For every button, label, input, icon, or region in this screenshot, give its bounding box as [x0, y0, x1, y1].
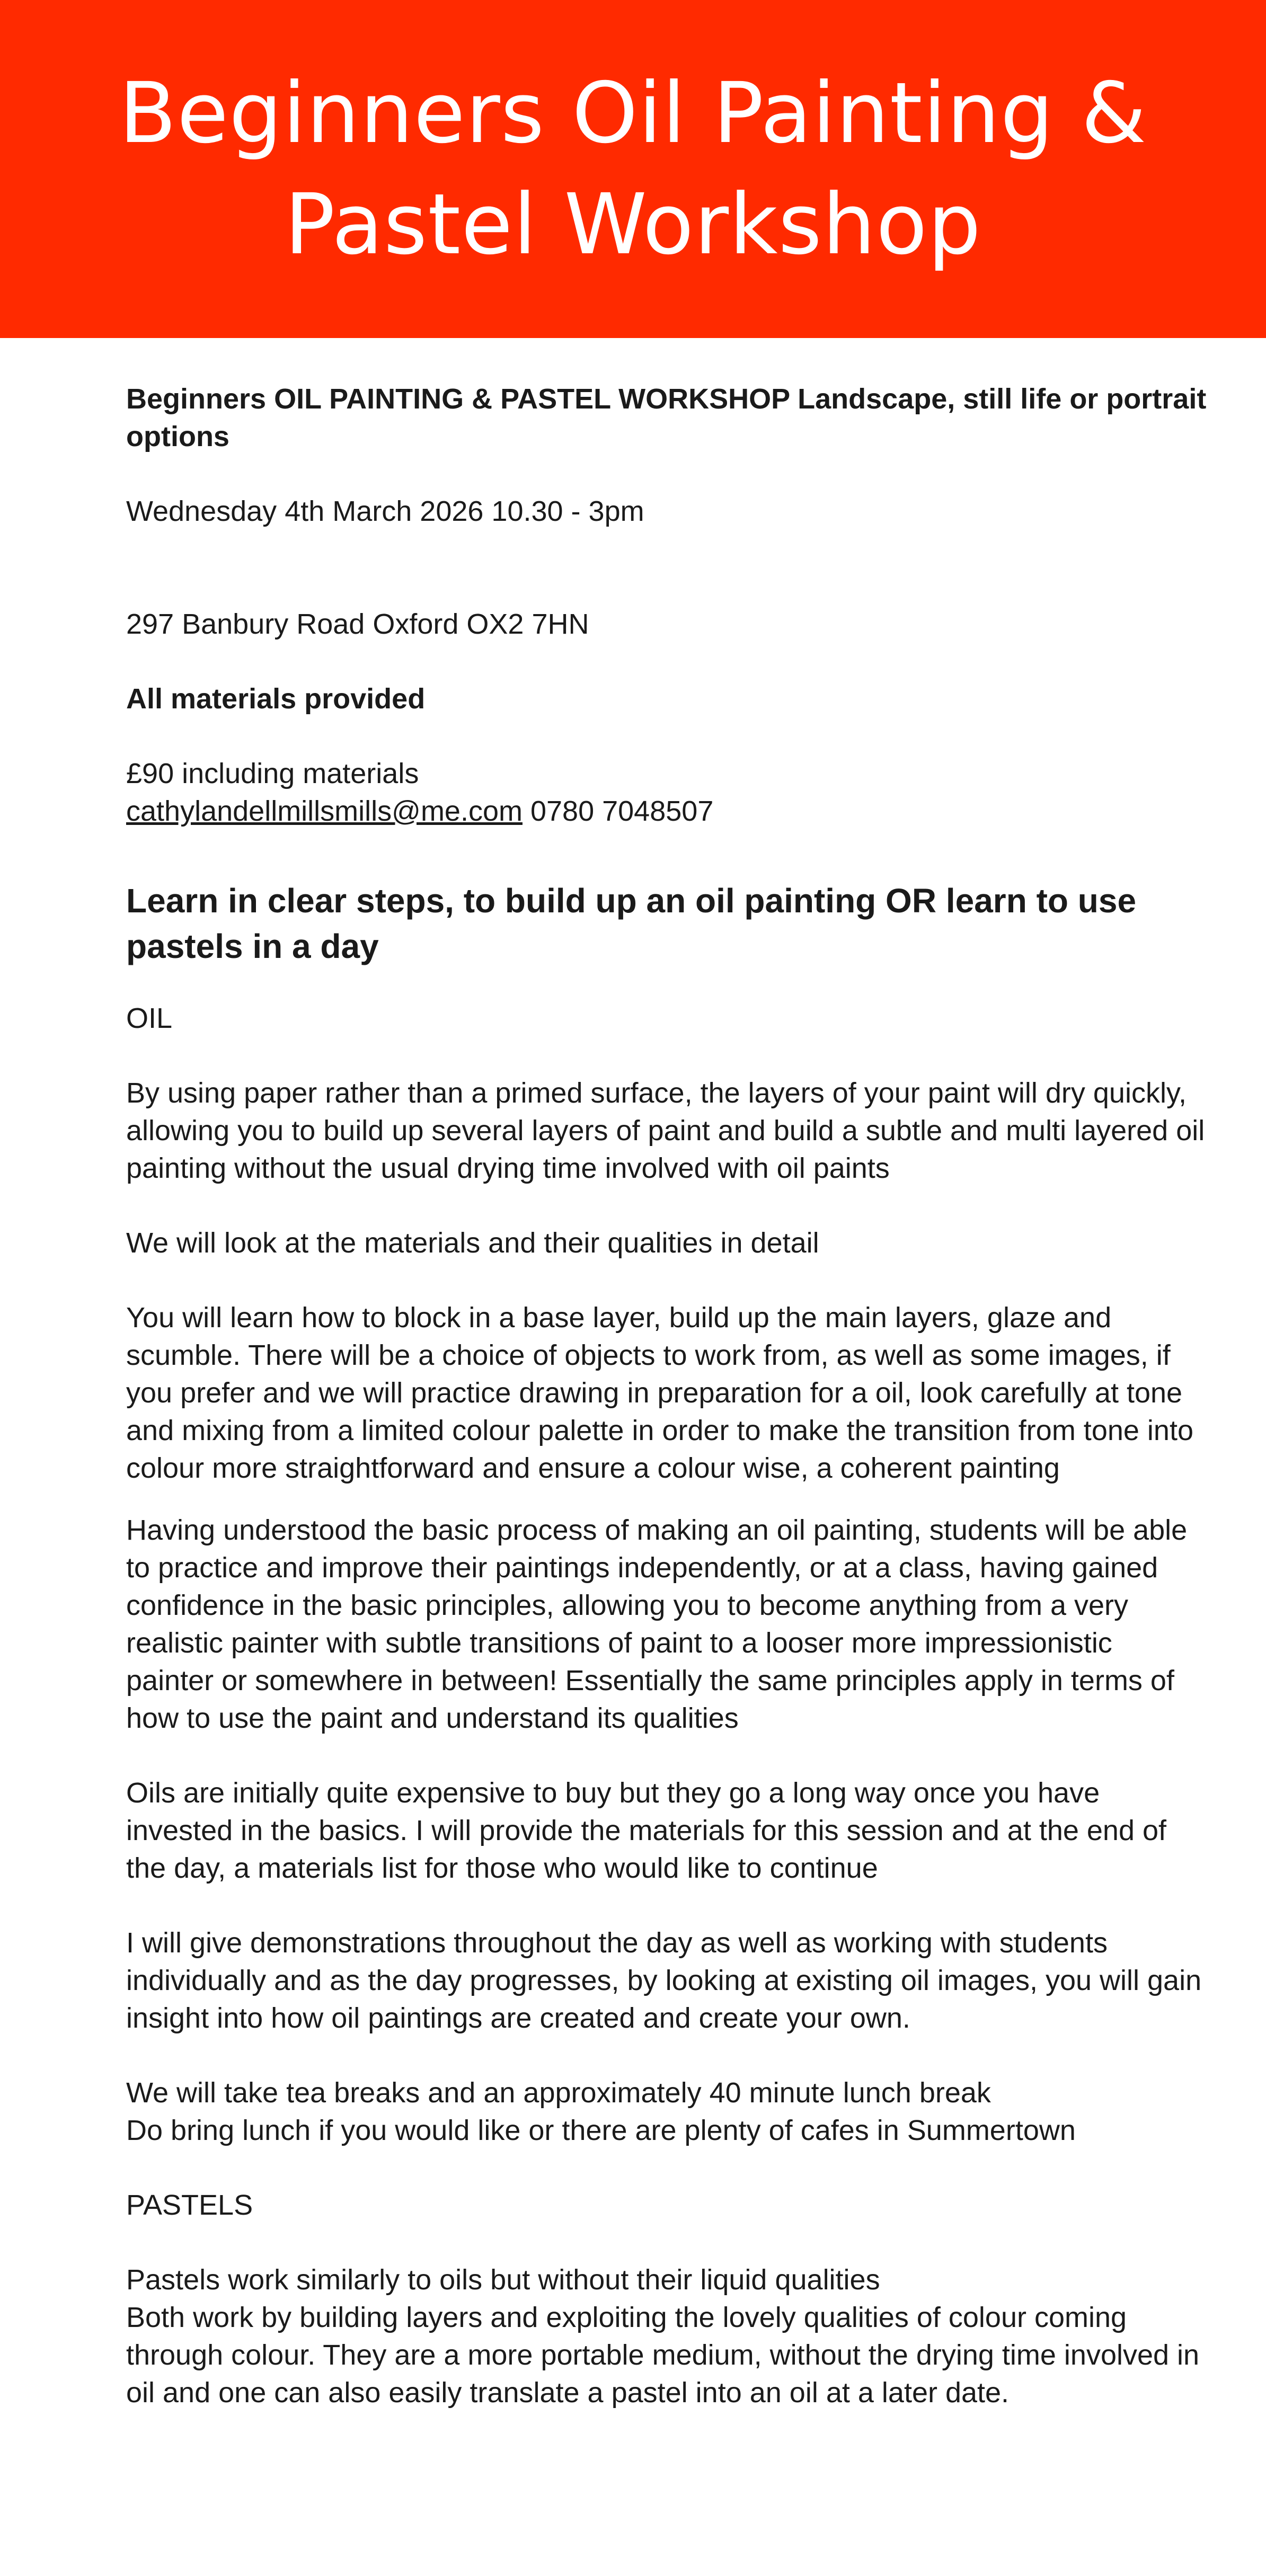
- price-text: £90 including materials: [126, 758, 419, 789]
- pastels-paragraph-2: Both work by building layers and exploiting the lovely qualities of colour coming through colour. They are a more portable medium, without the drying time involved in oil and one can also easily translate a pastel into an oil at a later date.: [126, 2302, 1200, 2409]
- oil-paragraph-5: Oils are initially quite expensive to buy but they go a long way once you have invested in the basics. I will provide the materials for this session and at the end of the day, a materials list for those who would like to continue: [126, 1777, 1167, 1884]
- pastels-paragraph-1: Pastels work similarly to oils but without their liquid qualities: [126, 2264, 880, 2296]
- workshop-date: Wednesday 4th March 2026 10.30 - 3pm: [126, 495, 644, 527]
- oil-paragraph-6: I will give demonstrations throughout the day as well as working with students individually and as the day progresses, by looking at existing oil images, you will gain insight into how oil paintings are created and create your own.: [126, 1927, 1202, 2034]
- main-content: [126, 380, 1207, 2412]
- oil-paragraph-3: You will learn how to block in a base layer, build up the main layers, glaze and scumble. There will be a choice of objects to work from, as well as some images, if you prefer and we will practice drawing in preparation for a oil, look carefully at tone and mixing from a limited colour palette in order to make the transition from tone into colour more straightforward and ensure a colour wise, a coherent painting: [126, 1302, 1193, 1484]
- phone-number: 0780 7048507: [522, 795, 714, 827]
- page-title: Beginners Oil Painting & Pastel Workshop: [119, 65, 1147, 273]
- section-heading: Learn in clear steps, to build up an oil painting OR learn to use pastels in a day: [126, 882, 1137, 965]
- oil-paragraph-4: Having understood the basic process of making an oil painting, students will be able to practice and improve their paintings independently, or at a class, having gained confidence in the basic principles, allowing you to become anything from a very realistic painter with subtle transitions of paint to a looser more impressionistic painter or somewhere in between! Essentially the same principles apply in terms of how to use the paint and understand its qualities: [126, 1514, 1188, 1734]
- workshop-subtitle: Beginners OIL PAINTING & PASTEL WORKSHOP Landscape, still life or portrait options: [126, 383, 1207, 452]
- materials-note: All materials provided: [126, 683, 426, 715]
- oil-paragraph-2: We will look at the materials and their qualities in detail: [126, 1227, 819, 1259]
- email-link[interactable]: cathylandellmillsmills@me.com: [126, 795, 523, 827]
- pastels-label: PASTELS: [126, 2189, 253, 2221]
- header-banner: [0, 0, 1266, 338]
- contact-line: [126, 793, 1207, 830]
- lunch-text: Do bring lunch if you would like or there are plenty of cafes in Summertown: [126, 2115, 1076, 2146]
- workshop-address: 297 Banbury Road Oxford OX2 7HN: [126, 608, 589, 640]
- breaks-text: We will take tea breaks and an approximately 40 minute lunch break: [126, 2077, 991, 2109]
- oil-label: OIL: [126, 1002, 173, 1034]
- oil-paragraph-1: By using paper rather than a primed surface, the layers of your paint will dry quickly, allowing you to build up several layers of paint and build a subtle and multi layered oil painting without the usual drying time involved with oil paints: [126, 1077, 1205, 1184]
